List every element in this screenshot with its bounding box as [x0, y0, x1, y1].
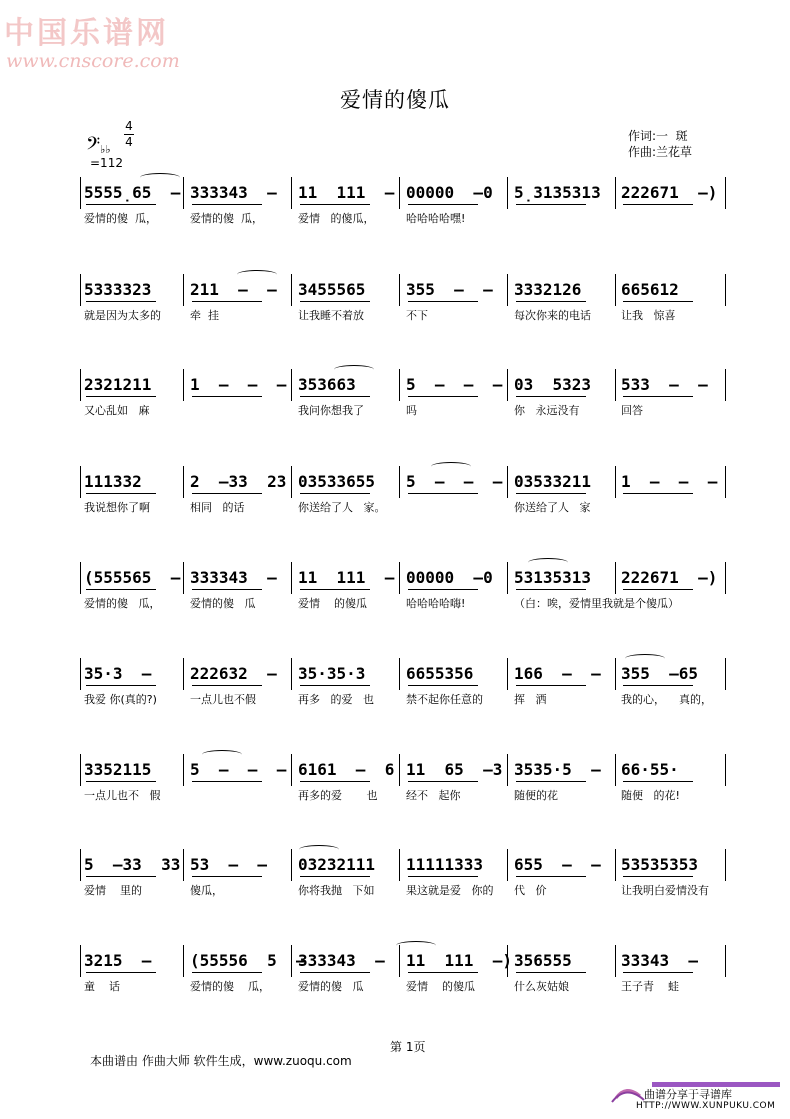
- measure-notes: 222632 –: [190, 664, 277, 683]
- measure-notes: 355 – –: [406, 280, 493, 299]
- underline-beam: [516, 301, 586, 302]
- underline-beam: [300, 876, 370, 877]
- underline-beam: [300, 685, 370, 686]
- measure-notes: 3535·5 –: [514, 760, 601, 779]
- barline: [183, 177, 184, 209]
- lyric-text: 随便的花: [514, 789, 558, 802]
- slur-arc: [625, 654, 665, 663]
- measure-notes: 166 – –: [514, 664, 601, 683]
- barline: [507, 562, 508, 594]
- staff-system: [80, 664, 730, 724]
- measure-notes: 53135313: [514, 568, 592, 587]
- barline: [183, 274, 184, 306]
- barline: [615, 945, 616, 977]
- barline: [615, 466, 616, 498]
- lyric-text: 让我 惊喜: [621, 309, 676, 322]
- barline: [291, 274, 292, 306]
- underline-beam: [623, 972, 693, 973]
- barline: [80, 466, 81, 498]
- barline: [399, 177, 400, 209]
- measure-notes: (555565 –: [84, 568, 181, 587]
- underline-beam: [192, 876, 262, 877]
- measure-notes: 11 111 –: [298, 183, 395, 202]
- underline-beam: [408, 396, 478, 397]
- lyric-text: 哈哈哈哈嘿!: [406, 212, 466, 225]
- underline-beam: [408, 972, 478, 973]
- slur-arc: [528, 558, 568, 567]
- time-signature: [124, 120, 134, 149]
- underline-beam: [192, 301, 262, 302]
- measure-notes: 3455565: [298, 280, 366, 299]
- underline-beam: [86, 204, 156, 205]
- lyric-text: 每次你来的电话: [514, 309, 591, 322]
- measure-notes: 5̣3135313: [514, 183, 601, 202]
- barline: [725, 658, 726, 690]
- measure-notes: 66·55·: [621, 760, 679, 779]
- barline: [399, 466, 400, 498]
- measure-notes: 11111333: [406, 855, 484, 874]
- measure-notes: 353663: [298, 375, 356, 394]
- slur-arc: [334, 365, 374, 374]
- underline-beam: [192, 972, 262, 973]
- barline: [291, 754, 292, 786]
- underline-beam: [408, 301, 478, 302]
- lyric-text: （白：唉，爱情里我就是个傻瓜）: [514, 597, 679, 610]
- lyric-text: 你 永远没有: [514, 404, 580, 417]
- lyric-text: 禁不起你任意的: [406, 693, 483, 706]
- lyric-text: 回答: [621, 404, 643, 417]
- lyric-text: 我说想你了啊: [84, 501, 150, 514]
- measure-notes: 5 – – –: [406, 375, 503, 394]
- barline: [399, 658, 400, 690]
- underline-beam: [408, 685, 478, 686]
- underline-beam: [623, 204, 693, 205]
- underline-beam: [516, 876, 586, 877]
- underline-beam: [86, 876, 156, 877]
- underline-beam: [86, 589, 156, 590]
- barline: [183, 658, 184, 690]
- measure-notes: 03232111: [298, 855, 376, 874]
- lyric-text: 我爱 你(真的?): [84, 693, 157, 706]
- underline-beam: [300, 493, 370, 494]
- lyric-text: 代 价: [514, 884, 547, 897]
- barline: [80, 945, 81, 977]
- underline-beam: [516, 972, 586, 973]
- barline: [725, 754, 726, 786]
- underline-beam: [516, 396, 586, 397]
- lyric-text: 王子青 蛙: [621, 980, 679, 993]
- bass-clef-icon: 𝄢♭♭: [86, 134, 111, 159]
- barline: [725, 274, 726, 306]
- slur-arc: [396, 941, 436, 950]
- slur-arc: [140, 173, 180, 182]
- lyricist-credit: 作词:一 斑: [628, 129, 688, 143]
- lyric-text: 又心乱如 麻: [84, 404, 150, 417]
- underline-beam: [408, 493, 478, 494]
- barline: [399, 369, 400, 401]
- staff-system: [80, 760, 730, 820]
- underline-beam: [623, 301, 693, 302]
- lyric-text: 相同 的话: [190, 501, 245, 514]
- slur-arc: [299, 845, 339, 854]
- barline: [291, 945, 292, 977]
- underline-beam: [516, 493, 586, 494]
- underline-beam: [300, 589, 370, 590]
- barline: [183, 945, 184, 977]
- measure-notes: 211 – –: [190, 280, 277, 299]
- measure-notes: 03533211: [514, 472, 592, 491]
- barline: [399, 849, 400, 881]
- composer-credit: 作曲:兰花草: [628, 145, 693, 159]
- underline-beam: [192, 493, 262, 494]
- measure-notes: 655 – –: [514, 855, 601, 874]
- staff-system: [80, 375, 730, 435]
- underline-beam: [192, 685, 262, 686]
- measure-notes: 356555: [514, 951, 572, 970]
- measure-notes: 00000 –0: [406, 568, 493, 587]
- measure-notes: 1 – – –: [621, 472, 718, 491]
- lyric-text: 不下: [406, 309, 428, 322]
- lyric-text: 果这就是爱 你的: [406, 884, 494, 897]
- underline-beam: [300, 396, 370, 397]
- page-number: 第 1页: [390, 1040, 426, 1054]
- measure-notes: 5 –33 33: [84, 855, 181, 874]
- barline: [615, 562, 616, 594]
- measure-notes: 1 – – –: [190, 375, 287, 394]
- lyric-text: 经不 起你: [406, 789, 461, 802]
- lyric-text: 我的心， 真的，: [621, 693, 712, 706]
- lyric-text: 你送给了人 家。: [298, 501, 386, 514]
- lyric-text: 你将我抛 下如: [298, 884, 375, 897]
- measure-notes: 33343 –: [621, 951, 699, 970]
- barline: [399, 562, 400, 594]
- lyric-text: 再多的爱 也: [298, 789, 378, 802]
- measure-notes: 00000 –0: [406, 183, 493, 202]
- lyric-text: 爱情的傻 瓜，: [84, 212, 157, 225]
- underline-beam: [86, 685, 156, 686]
- underline-beam: [516, 204, 586, 205]
- barline: [80, 369, 81, 401]
- measure-notes: 2321211: [84, 375, 152, 394]
- underline-beam: [300, 972, 370, 973]
- barline: [615, 658, 616, 690]
- barline: [399, 274, 400, 306]
- meter-top: 4: [125, 119, 133, 133]
- underline-beam: [86, 781, 156, 782]
- barline: [399, 754, 400, 786]
- measure-notes: 5 – – –: [406, 472, 503, 491]
- lyric-text: 牵 挂: [190, 309, 219, 322]
- barline: [183, 466, 184, 498]
- measure-notes: 11 65 –3: [406, 760, 503, 779]
- measure-notes: 111332: [84, 472, 142, 491]
- tempo-mark: =112: [90, 156, 123, 170]
- staff-system: [80, 280, 730, 340]
- lyric-text: 爱情 的傻瓜，: [298, 212, 375, 225]
- lyric-text: 就是因为太多的: [84, 309, 161, 322]
- measure-notes: 222671 –): [621, 183, 718, 202]
- underline-beam: [623, 685, 693, 686]
- measure-notes: 53 – –: [190, 855, 268, 874]
- measure-notes: 35·35·3: [298, 664, 366, 683]
- slur-arc: [237, 270, 277, 279]
- lyric-text: 爱情 里的: [84, 884, 142, 897]
- measure-notes: 665612: [621, 280, 679, 299]
- lyric-text: 你送给了人 家: [514, 501, 591, 514]
- lyric-text: 我问你想我了: [298, 404, 364, 417]
- underline-beam: [516, 589, 586, 590]
- song-title: 爱情的傻瓜: [340, 88, 450, 112]
- barline: [725, 945, 726, 977]
- share-url: HTTP://WWW.XUNPUKU.COM: [636, 1101, 776, 1111]
- barline: [291, 466, 292, 498]
- measure-notes: 5333323: [84, 280, 152, 299]
- underline-beam: [408, 781, 478, 782]
- meter-bottom: 4: [125, 135, 133, 149]
- underline-beam: [192, 396, 262, 397]
- lyric-text: 吗: [406, 404, 417, 417]
- barline: [725, 466, 726, 498]
- lyric-text: 让我睡不着放: [298, 309, 364, 322]
- lyric-text: 一点儿也不假: [190, 693, 256, 706]
- underline-beam: [516, 685, 586, 686]
- share-note: 曲谱分享于寻谱库: [644, 1088, 732, 1101]
- lyric-text: 爱情的傻 瓜，: [84, 597, 161, 610]
- measure-notes: 333343 –: [190, 568, 277, 587]
- barline: [507, 274, 508, 306]
- underline-beam: [408, 876, 478, 877]
- measure-notes: 6655356: [406, 664, 474, 683]
- underline-beam: [300, 301, 370, 302]
- measure-notes: 5 – – –: [190, 760, 287, 779]
- barline: [725, 177, 726, 209]
- measure-notes: 222671 –): [621, 568, 718, 587]
- underline-beam: [623, 396, 693, 397]
- lyric-text: 一点儿也不 假: [84, 789, 161, 802]
- barline: [507, 754, 508, 786]
- staff-system: [80, 568, 730, 628]
- barline: [507, 945, 508, 977]
- measure-notes: (55556 5 –: [190, 951, 306, 970]
- measure-notes: 3215 –: [84, 951, 152, 970]
- staff-system: [80, 951, 730, 1011]
- lyric-text: 爱情的傻 瓜: [298, 980, 364, 993]
- barline: [80, 754, 81, 786]
- barline: [291, 658, 292, 690]
- slur-arc: [202, 750, 242, 759]
- barline: [507, 177, 508, 209]
- barline: [615, 849, 616, 881]
- lyric-text: 挥 洒: [514, 693, 547, 706]
- barline: [507, 466, 508, 498]
- lyric-text: 哈哈哈哈嗨!: [406, 597, 466, 610]
- credits: [628, 128, 692, 160]
- barline: [615, 754, 616, 786]
- barline: [80, 658, 81, 690]
- underline-beam: [86, 396, 156, 397]
- lyric-text: 随便 的花!: [621, 789, 680, 802]
- barline: [725, 369, 726, 401]
- underline-beam: [300, 204, 370, 205]
- barline: [507, 658, 508, 690]
- staff-system: [80, 472, 730, 532]
- measure-notes: 35·3 –: [84, 664, 152, 683]
- lyric-text: 爱情的傻 瓜，: [190, 212, 263, 225]
- staff-system: [80, 183, 730, 243]
- underline-beam: [86, 493, 156, 494]
- lyric-text: 让我明白爱情没有: [621, 884, 709, 897]
- measure-notes: 333343 –: [298, 951, 385, 970]
- lyric-text: 爱情 的傻瓜: [298, 597, 367, 610]
- measure-notes: 355 –65: [621, 664, 699, 683]
- underline-beam: [408, 589, 478, 590]
- barline: [507, 849, 508, 881]
- underline-beam: [516, 781, 586, 782]
- lyric-text: 傻瓜，: [190, 884, 223, 897]
- underline-beam: [86, 972, 156, 973]
- barline: [291, 177, 292, 209]
- barline: [291, 849, 292, 881]
- measure-notes: 6161 – 6: [298, 760, 395, 779]
- generator-note: 本曲谱由 作曲大师 软件生成，www.zuoqu.com: [90, 1054, 352, 1068]
- barline: [80, 177, 81, 209]
- measure-notes: 533 – –: [621, 375, 708, 394]
- measure-notes: 3352115: [84, 760, 152, 779]
- underline-beam: [300, 781, 370, 782]
- underline-beam: [192, 589, 262, 590]
- measure-notes: 3332126: [514, 280, 582, 299]
- barline: [507, 369, 508, 401]
- lyric-text: 爱情 的傻瓜: [406, 980, 475, 993]
- underline-beam: [192, 781, 262, 782]
- watermark-url: www.cnscore.com: [6, 50, 180, 72]
- underline-beam: [623, 589, 693, 590]
- barline: [615, 274, 616, 306]
- measure-notes: 11 111 –): [406, 951, 512, 970]
- barline: [291, 369, 292, 401]
- barline: [615, 369, 616, 401]
- barline: [183, 849, 184, 881]
- barline: [80, 274, 81, 306]
- barline: [615, 177, 616, 209]
- lyric-text: 爱情的傻 瓜: [190, 597, 256, 610]
- underline-beam: [192, 204, 262, 205]
- measure-notes: 11 111 –: [298, 568, 395, 587]
- measure-notes: 5555̣65 –: [84, 183, 181, 202]
- barline: [291, 562, 292, 594]
- measure-notes: 03 5323: [514, 375, 592, 394]
- barline: [183, 369, 184, 401]
- barline: [183, 754, 184, 786]
- lyric-text: 童 话: [84, 980, 120, 993]
- barline: [725, 849, 726, 881]
- underline-beam: [408, 204, 478, 205]
- underline-beam: [623, 781, 693, 782]
- measure-notes: 333343 –: [190, 183, 277, 202]
- staff-system: [80, 855, 730, 915]
- underline-beam: [623, 493, 693, 494]
- measure-notes: 03533655: [298, 472, 376, 491]
- underline-beam: [623, 876, 693, 877]
- measure-notes: 2 –33 23: [190, 472, 287, 491]
- lyric-text: 再多 的爱 也: [298, 693, 374, 706]
- barline: [725, 562, 726, 594]
- measure-notes: 53535353: [621, 855, 699, 874]
- slur-arc: [431, 462, 471, 471]
- barline: [183, 562, 184, 594]
- watermark-site-name: 中国乐谱网: [4, 16, 169, 51]
- underline-beam: [86, 301, 156, 302]
- barline: [80, 562, 81, 594]
- lyric-text: 爱情的傻 瓜，: [190, 980, 270, 993]
- lyric-text: 什么灰姑娘: [514, 980, 569, 993]
- barline: [80, 849, 81, 881]
